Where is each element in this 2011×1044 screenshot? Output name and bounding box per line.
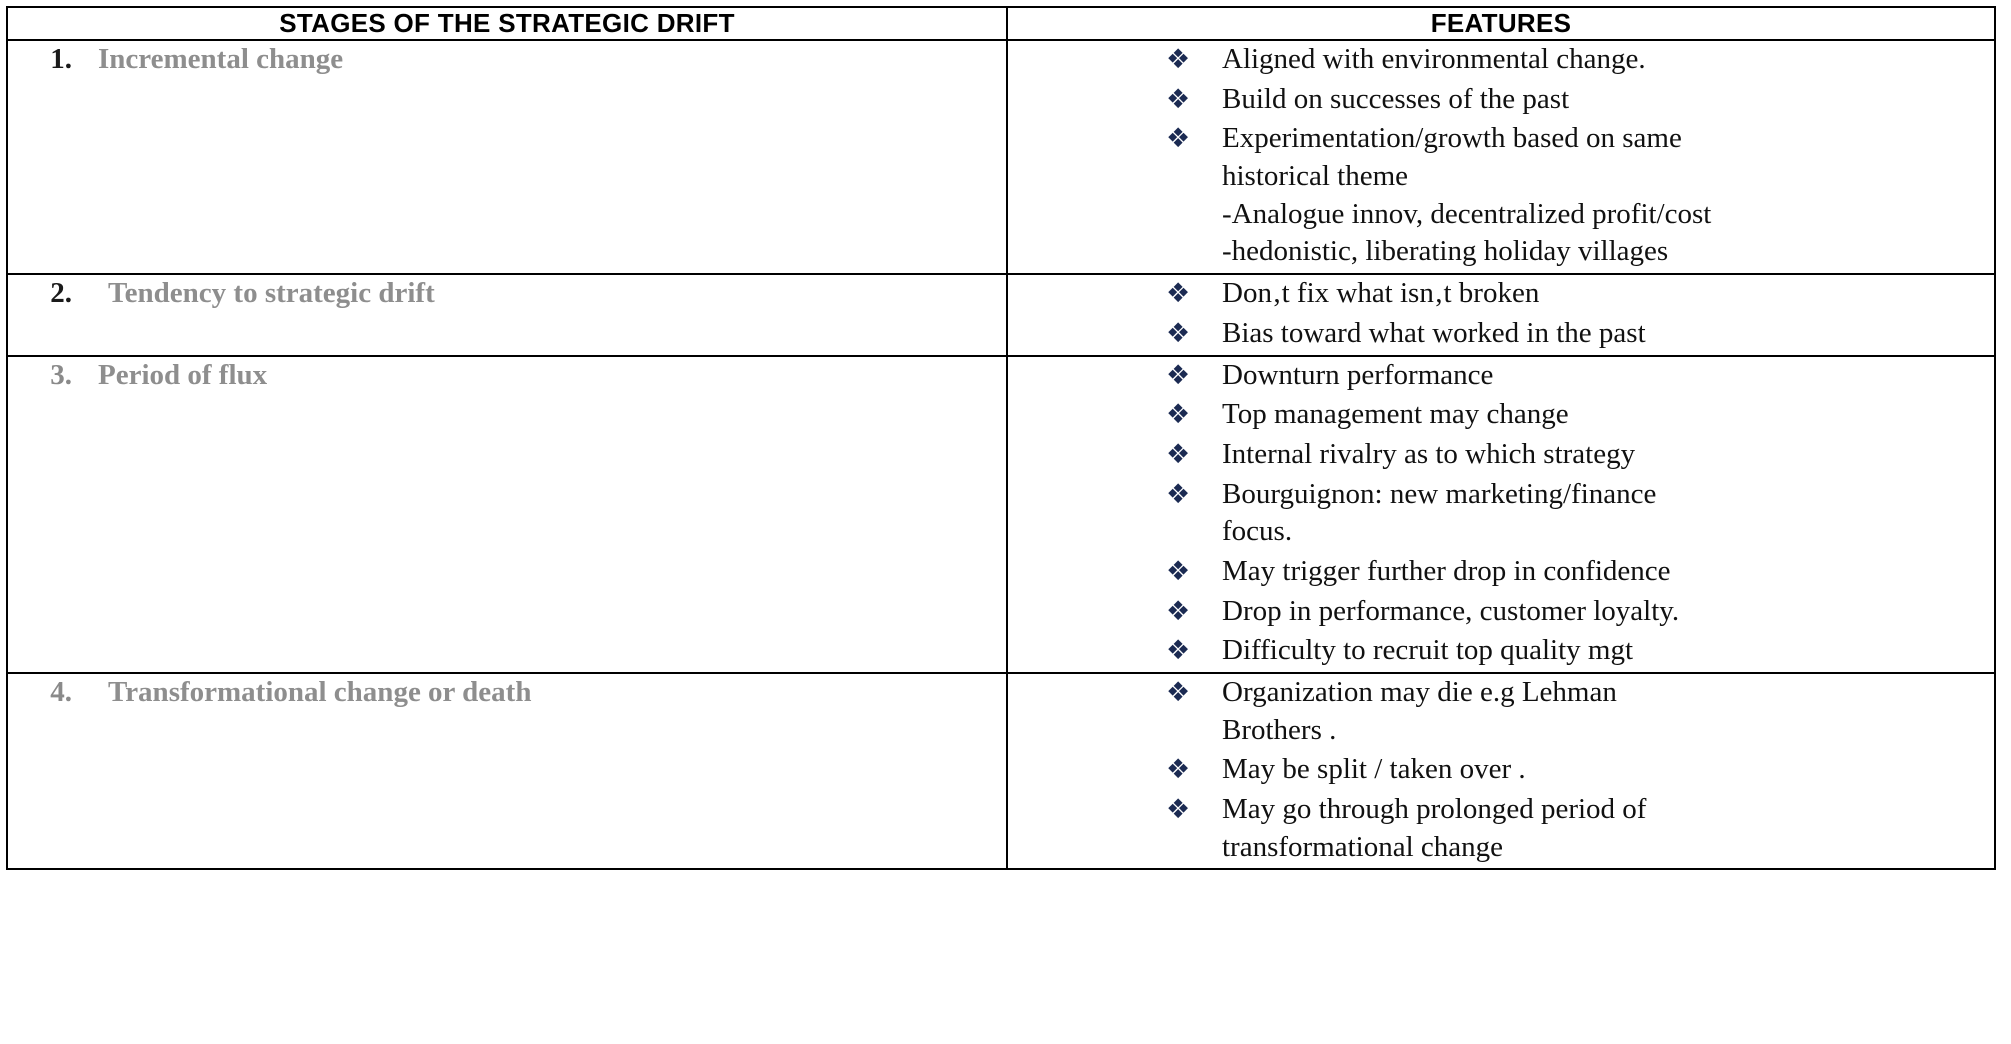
- feature-text-continuation: Brothers .: [1222, 713, 1337, 746]
- list-item: [1166, 357, 1994, 395]
- diamond-bullet-icon: ❖: [1166, 399, 1191, 431]
- feature-extra-line: -hedonistic, liberating holiday villages: [1222, 235, 1669, 268]
- diamond-bullet-icon: ❖: [1166, 44, 1191, 75]
- feature-text: Difficulty to recruit top quality mgt: [1222, 634, 1634, 667]
- table-row: [7, 673, 1995, 869]
- feature-text-continuation: focus.: [1222, 515, 1293, 548]
- diamond-bullet-icon: ❖: [1166, 635, 1191, 667]
- stage-number: 1.: [50, 43, 72, 75]
- column-header-stages: STAGES OF THE STRATEGIC DRIFT: [7, 7, 1007, 40]
- feature-text: Aligned with environmental change.: [1222, 43, 1646, 75]
- features-cell: [1007, 40, 1995, 274]
- diamond-bullet-icon: ❖: [1166, 595, 1191, 627]
- table-row: [7, 40, 1995, 274]
- diamond-bullet-icon: ❖: [1166, 754, 1191, 786]
- list-item: [1166, 632, 1994, 670]
- list-item: [1166, 315, 1994, 353]
- feature-text-continuation: historical theme: [1222, 160, 1409, 193]
- list-item: [1166, 751, 1994, 789]
- feature-text: May trigger further drop in confidence: [1222, 554, 1671, 587]
- list-item: [1166, 120, 1994, 271]
- diamond-bullet-icon: ❖: [1166, 278, 1191, 310]
- stage-cell: [7, 40, 1007, 274]
- list-item: [1166, 476, 1994, 551]
- features-cell: [1007, 274, 1995, 355]
- feature-text: Experimentation/growth based on same: [1222, 122, 1682, 155]
- feature-text: Downturn performance: [1222, 358, 1494, 391]
- diamond-bullet-icon: ❖: [1166, 123, 1191, 155]
- features-list: [1008, 41, 1994, 271]
- features-cell: [1007, 673, 1995, 869]
- feature-text: May go through prolonged period of: [1222, 793, 1647, 826]
- features-list: [1008, 357, 1994, 671]
- feature-text: Build on successes of the past: [1222, 82, 1570, 115]
- features-list: [1008, 674, 1994, 866]
- feature-text: Top management may change: [1222, 398, 1569, 431]
- document-page: [0, 6, 2011, 1044]
- list-item: [1166, 593, 1994, 631]
- diamond-bullet-icon: ❖: [1166, 794, 1191, 826]
- list-item: [1166, 81, 1994, 119]
- list-item: [1166, 553, 1994, 591]
- stage-cell: [7, 673, 1007, 869]
- stage-label: Transformational change or death: [108, 676, 532, 708]
- diamond-bullet-icon: ❖: [1166, 555, 1191, 587]
- list-item: [1166, 436, 1994, 474]
- feature-text: Internal rivalry as to which strategy: [1222, 437, 1636, 470]
- stage-number: 3.: [50, 358, 72, 391]
- column-header-features: FEATURES: [1007, 7, 1995, 40]
- list-item: [1166, 41, 1994, 79]
- feature-extra-line: -Analogue innov, decentralized profit/cost: [1222, 197, 1712, 230]
- diamond-bullet-icon: ❖: [1166, 478, 1191, 510]
- feature-text: Bourguignon: new marketing/finance: [1222, 477, 1657, 510]
- table-row: [7, 274, 1995, 355]
- list-item: [1166, 275, 1994, 313]
- diamond-bullet-icon: ❖: [1166, 677, 1191, 708]
- stage-number: 2.: [50, 277, 72, 310]
- feature-text: Bias toward what worked in the past: [1222, 316, 1646, 349]
- strategic-drift-table: [6, 6, 1996, 870]
- list-item: [1166, 791, 1994, 866]
- feature-text: May be split / taken over .: [1222, 753, 1526, 786]
- diamond-bullet-icon: ❖: [1166, 438, 1191, 470]
- stage-cell: [7, 274, 1007, 355]
- features-list: [1008, 275, 1994, 352]
- diamond-bullet-icon: ❖: [1166, 317, 1191, 349]
- diamond-bullet-icon: ❖: [1166, 83, 1191, 115]
- feature-text: Drop in performance, customer loyalty.: [1222, 594, 1680, 627]
- table-row: [7, 356, 1995, 674]
- features-cell: [1007, 356, 1995, 674]
- stage-cell: [7, 356, 1007, 674]
- feature-text: Don‚t fix what isn‚t broken: [1222, 277, 1540, 310]
- feature-text-continuation: transformational change: [1222, 830, 1504, 863]
- feature-text: Organization may die e.g Lehman: [1222, 676, 1617, 708]
- table-header-row: [7, 7, 1995, 40]
- list-item: [1166, 674, 1994, 749]
- list-item: [1166, 396, 1994, 434]
- table-body: [7, 40, 1995, 869]
- stage-label: Tendency to strategic drift: [108, 277, 435, 310]
- stage-number: 4.: [50, 676, 72, 708]
- diamond-bullet-icon: ❖: [1166, 359, 1191, 391]
- stage-label: Incremental change: [98, 43, 344, 75]
- stage-label: Period of flux: [98, 358, 268, 391]
